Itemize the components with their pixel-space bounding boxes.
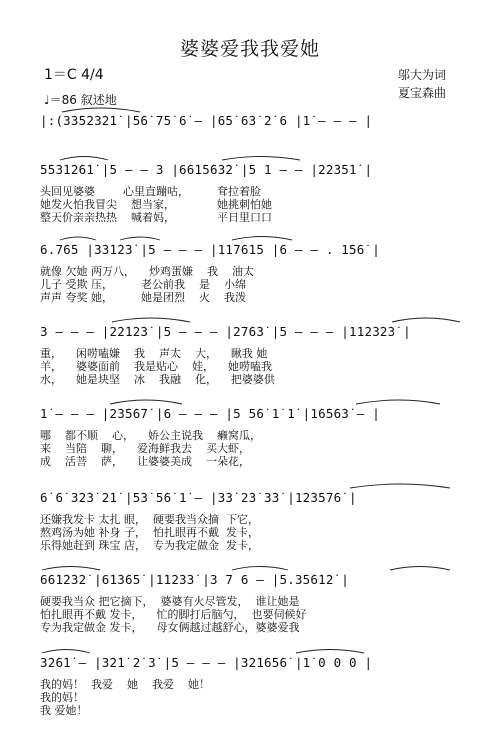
lyric-line: 来 当陪 聊， 爱海鲜我去 买大虾， (40, 442, 250, 455)
lyric-line: 成 活菩 萨， 让婆婆美成 一朵花， (40, 455, 250, 468)
lyric-line: 我的妈！ 我爱 她 我爱 她！ (40, 678, 210, 691)
tempo-marking: ♩＝86 叙述地 (44, 93, 117, 107)
notation-row: 6̇6̇1̇2̇3̇2̇ |6̇1̇3̇6̇5̇ |1̇1̇2̇3̇3̇ |3 7 6 – |5.3̇5̇6̇1̇2̇ | (40, 572, 350, 587)
lyric-line: 还嫌我发卡 太扎 眼， 硬要我当众摘 下它， (40, 513, 259, 526)
lyric-line: 整天价亲亲热热 喊着妈， 平日里口口 (40, 211, 272, 224)
lyric-line: 怕扎眼再不戴 发卡， 忙的脚打后脑勺， 也要伺候好 (40, 608, 307, 621)
lyric-line: 哪 都不顺 心， 娇公主说我 癞窝瓜， (40, 429, 261, 442)
lyric-line: 硬要我当众 把它摘下， 婆婆有火尽管发， 谁让她是 (40, 595, 300, 608)
lyric-line: 就像 欠她 两万八， 炒鸡蛋嫌 我 油太 (40, 265, 254, 278)
lyric-line: 乐得她赶到 珠宝 店， 专为我定做金 发卡， (40, 539, 259, 552)
lyric-line: 我的妈！ (40, 691, 84, 704)
lyric-line: 重， 闲唠嗑嫌 我 声太 大， 瞅我 她 (40, 347, 268, 360)
lyric-line: 水， 她是块坚 冰 我融 化， 把婆婆供 (40, 373, 275, 386)
notation-row: 1̇ – – – |2̇3̇5̇6̇7̇ |6 – – – |5 5̇6̇ 1̇ 1̇ |1̇6̇5̇6̇3̇ – | (40, 406, 380, 421)
notation-row: 6̇ 6̇ 3̇2̇3̇ 2̇1̇ |5̇3̇ 5̇6̇ 1̇ – |3̇3̇ 2̇3̇ 3̇3̇ |1̇2̇3̇5̇7̇6̇ | (40, 490, 357, 505)
notation-row: 3̇2̇6̇1̇ – |3̇2̇1̇ 2̇ 3̇ |5 – – – |3̇2̇1̇6̇5̇6̇ |1̇ 0 0 0 | (40, 655, 373, 670)
lyric-line: 声声 夸奖 她， 她是团烈 火 我泼 (40, 291, 246, 304)
lyric-line: 专为我定做金 发卡， 母女俩越过越舒心，婆婆爱我 (40, 621, 300, 634)
lyric-line: 儿子 受欺 压， 老公前我 是 小绵 (40, 278, 246, 291)
key-signature: 1＝C 4/4 (44, 67, 104, 83)
composer-credit: 夏宝森曲 (398, 86, 447, 100)
lyricist-credit: 邬大为词 (398, 68, 447, 82)
lyric-line: 我 爱她！ (40, 704, 88, 717)
lyric-line: 羊， 婆婆面前 我是贴心 娃， 她唠嗑我 (40, 360, 272, 373)
notation-row: |:(3̇3̇5̇2̇3̇2̇1̇ |5̇6̇ 7̇5̇ 6̇ – |6̇5̇ 6̇3̇ 2̇ 6 |1̇ – – – | (40, 113, 373, 128)
notation-row: 5̇5̇3̇1̇2̇6̇1̇ |5 – – 3 |6̇6̇1̇5̇6̇3̇2̇ |5 1 – – |2̇2̇3̇5̇1̇ | (40, 162, 373, 177)
lyric-line: 她发火怕我冒尖 想当家， 她挑刺怕她 (40, 198, 272, 211)
song-title: 婆婆爱我我爱她 (179, 38, 320, 60)
notation-row: 6.7̇6̇5 |3̇3̇1̇2̇3̇ |5 – – – |1̇1̇7̇6̇1̇5 |6 – – . 1̇5̇6̇ | (40, 242, 380, 257)
notation-row: 3 – – – |2̇2̇1̇2̇3̇ |5 – – – |2̇7̇6̇3̇ |5 – – – |1̇1̇2̇3̇2̇3̇ | (40, 324, 411, 339)
lyric-line: 熬鸡汤为她 补身 子， 怕扎眼再不戴 发卡， (40, 526, 259, 539)
lyric-line: 头回见婆婆 心里直蹦咕， 耷拉着脸 (40, 185, 261, 198)
